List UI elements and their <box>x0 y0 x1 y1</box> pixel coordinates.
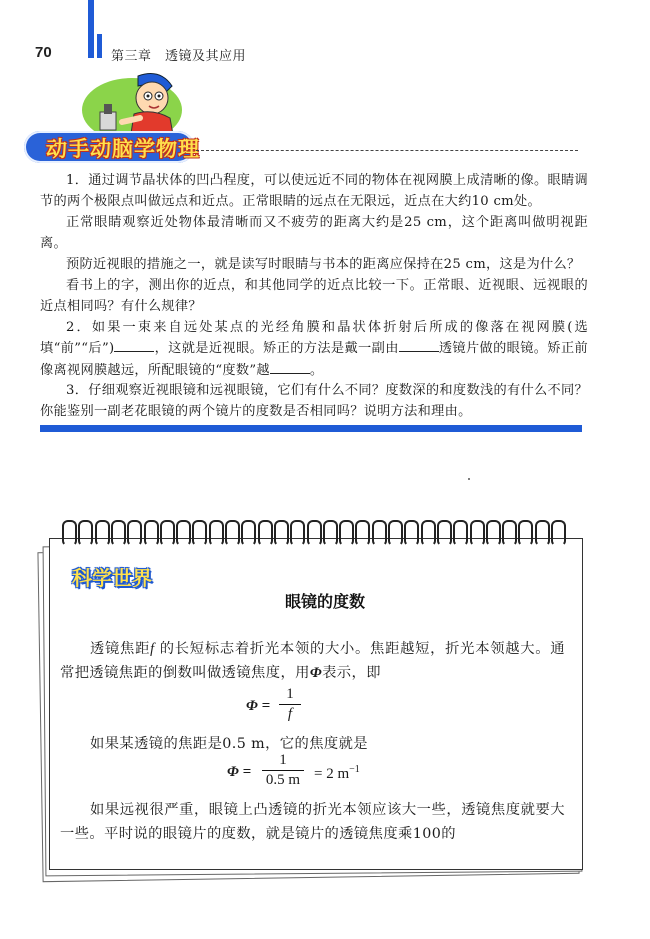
spiral-coil <box>95 520 110 546</box>
q2-text-3: 透镜片做的眼镜。矫正前像离视网膜越远，所配眼镜的“度数”越 <box>40 341 588 378</box>
spiral-coil <box>388 520 403 546</box>
spiral-coil <box>111 520 126 546</box>
spiral-coil <box>258 520 273 546</box>
student-cartoon-icon <box>70 68 200 140</box>
formula-2-exponent: −1 <box>349 764 360 775</box>
spiral-coil <box>225 520 240 546</box>
formula-1-fraction-bar <box>279 704 301 705</box>
formula-1-fraction <box>279 686 301 723</box>
science-paragraph-2: 如果某透镜的焦距是0.5 m，它的焦度就是 <box>90 736 368 752</box>
q2-blank-1 <box>114 339 154 352</box>
spiral-coil <box>62 520 77 546</box>
activity-paragraph-1: 1．通过调节晶状体的凹凸程度，可以使远近不同的物体在视网膜上成清晰的像。眼睛调节的两个极限点叫做远点和近点。正常眼睛的远点在无限远，近点在大约10 cm处。 <box>40 173 588 210</box>
formula-2-numerator: 1 <box>279 752 287 768</box>
q2-text-1: 2．如果一束来自远处某点的光经角膜和晶状体折射后所成的像落在视网膜(选填“前”“后”) <box>40 320 588 357</box>
spiral-coil <box>372 520 387 546</box>
activity-question-3: 3．仔细观察近视眼镜和远视眼镜，它们有什么不同？度数深的和度数浅的有什么不同？你能鉴别一副老花眼镜的两个镜片的度数是否相同吗？说明方法和理由。 <box>40 383 588 420</box>
spiral-coil <box>192 520 207 546</box>
print-speck <box>468 478 470 480</box>
spiral-coil <box>209 520 224 546</box>
left-margin-bar <box>88 0 94 58</box>
spiral-coil <box>323 520 338 546</box>
q2-text-4: 。 <box>309 362 324 378</box>
section-divider-bar <box>40 425 582 432</box>
banner-dashed-line <box>196 150 578 151</box>
formula-2-fraction <box>262 752 304 789</box>
activity-paragraph-3: 预防近视眼的措施之一，就是读写时眼睛与书本的距离应保持在25 cm，这是为什么？ <box>66 257 581 272</box>
spiral-coil <box>453 520 468 546</box>
formula-2-rhs-value: = 2 m <box>314 766 350 782</box>
spiral-coil <box>518 520 533 546</box>
spiral-coil <box>78 520 93 546</box>
chapter-title: 第三章 透镜及其应用 <box>111 48 247 63</box>
science-paragraph-1 <box>60 637 565 685</box>
spiral-coil <box>274 520 289 546</box>
science-article-title: 眼镜的度数 <box>284 592 365 611</box>
spiral-coil <box>551 520 566 546</box>
formula-1-denominator: f <box>287 706 293 722</box>
formula-2-fraction-bar <box>262 770 304 771</box>
sp1-text-a: 透镜焦距 <box>90 641 151 657</box>
science-paragraph-3: 如果远视很严重，眼镜上凸透镜的折光本领应该大一些，透镜焦度就要大一些。平时说的眼镜片的度数，就是镜片的透镜焦度乘100的 <box>60 802 565 842</box>
spiral-coil <box>404 520 419 546</box>
spiral-coil <box>502 520 517 546</box>
spiral-coil <box>535 520 550 546</box>
activity-paragraph-2: 正常眼睛观察近处物体最清晰而又不疲劳的距离大约是25 cm，这个距离叫做明视距离。 <box>40 215 588 252</box>
page-number: 70 <box>35 44 52 61</box>
formula-2-denominator: 0.5 m <box>265 772 301 788</box>
spiral-coil <box>470 520 485 546</box>
spiral-coil <box>355 520 370 546</box>
focal-length-symbol: f <box>150 641 155 657</box>
formula-2-lhs: Φ = <box>227 764 252 780</box>
header-divider-bar <box>97 34 102 58</box>
science-banner-title: 科学世界 <box>72 566 152 590</box>
activity-question-2 <box>40 317 588 381</box>
spiral-coil <box>241 520 256 546</box>
spiral-coil <box>290 520 305 546</box>
spiral-coil <box>127 520 142 546</box>
q2-text-2: ，这就是近视眼。矫正的方法是戴一副由 <box>154 341 399 357</box>
spiral-coil <box>144 520 159 546</box>
formula-2-rhs <box>314 764 360 783</box>
formula-1-lhs: Φ = <box>246 698 271 714</box>
activity-paragraph-4: 看书上的字，测出你的近点，和其他同学的近点比较一下。正常眼、近视眼、远视眼的近点相同吗？有什么规律？ <box>40 278 588 315</box>
sp1-text-b: 的长短标志着折光本领的大小。焦距越短，折光本领越大。通常把透镜焦距的倒数叫做透镜焦度，用 <box>60 641 565 681</box>
spiral-coil <box>486 520 501 546</box>
q2-blank-2 <box>399 339 439 352</box>
formula-1-numerator: 1 <box>286 686 294 702</box>
phi-symbol: Φ <box>309 665 323 681</box>
spiral-coil <box>307 520 322 546</box>
spiral-coil <box>160 520 175 546</box>
sp1-text-c: 表示，即 <box>322 665 381 681</box>
spiral-coil <box>421 520 436 546</box>
activity-banner-title: 动手动脑学物理 <box>46 137 200 161</box>
spiral-coil <box>437 520 452 546</box>
spiral-coil <box>176 520 191 546</box>
spiral-coil <box>339 520 354 546</box>
q2-blank-3 <box>270 361 310 374</box>
